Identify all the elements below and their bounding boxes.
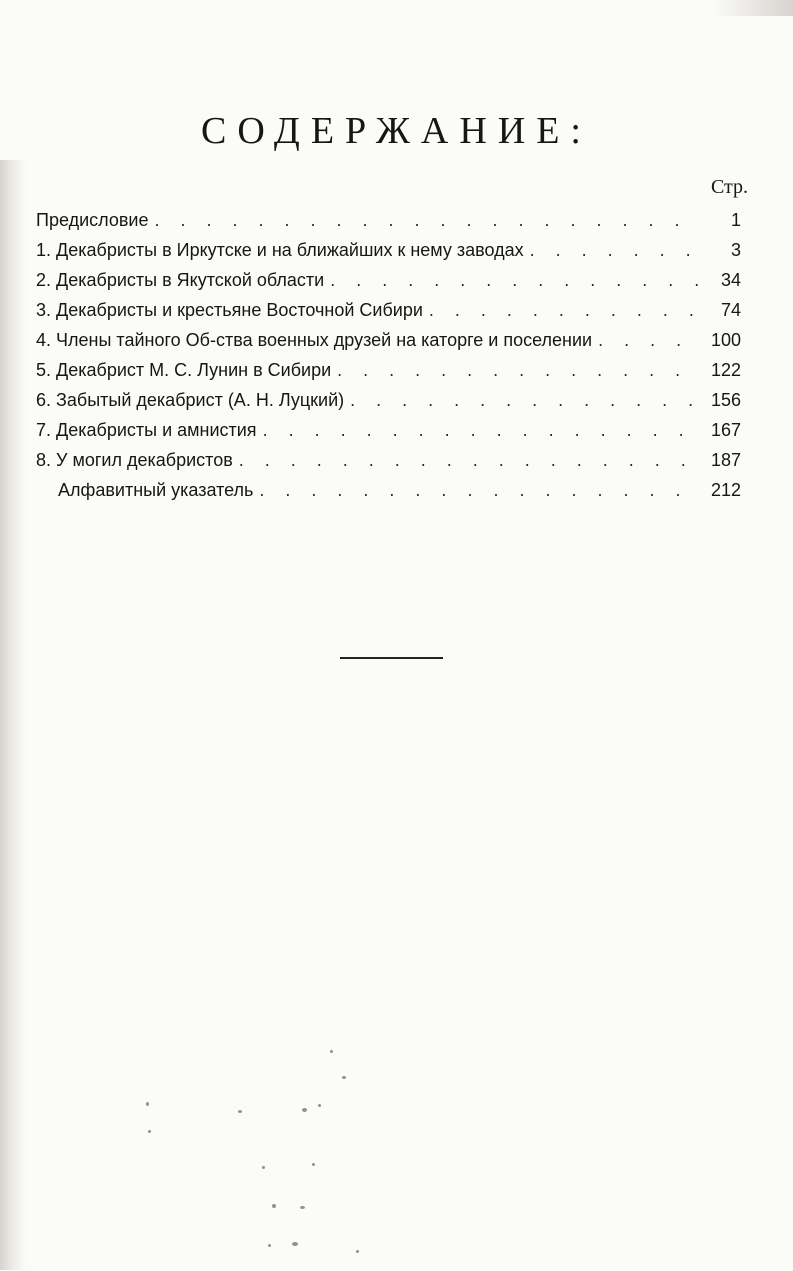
toc-entry-title: Декабристы в Якутской области — [56, 269, 325, 290]
scan-speck — [268, 1244, 271, 1247]
toc-entry-title: Члены тайного Об-ства военных друзей на каторге и поселении — [56, 329, 593, 350]
scan-speck — [312, 1163, 315, 1166]
dot-leader — [530, 240, 701, 261]
scan-speck — [330, 1050, 333, 1053]
toc-entry-number: 5. — [36, 359, 52, 380]
toc-entry-title: Предисловие — [36, 209, 149, 230]
toc-entry-title: Забытый декабрист (А. Н. Луцкий) — [56, 389, 345, 410]
toc-entry — [36, 205, 741, 235]
toc-entry-page: 3 — [730, 239, 741, 260]
scan-speck — [148, 1130, 151, 1133]
toc-entry — [36, 295, 741, 325]
dot-leader — [239, 450, 701, 471]
toc-entry-page: 212 — [710, 479, 741, 500]
page-title: СОДЕРЖАНИЕ: — [201, 110, 592, 152]
toc-entry-page: 100 — [710, 329, 741, 350]
toc-entry-number: 2. — [36, 269, 52, 290]
toc-entry-page: 122 — [710, 359, 741, 380]
scan-speck — [146, 1102, 149, 1106]
dot-leader — [330, 270, 701, 291]
scan-speck — [238, 1110, 242, 1113]
toc-entry — [36, 415, 741, 445]
dot-leader — [259, 480, 701, 501]
toc-entry-page: 156 — [710, 389, 741, 410]
toc-entry-number: 8. — [36, 449, 52, 470]
separator-rule — [340, 657, 443, 659]
toc-entry-title: Декабрист М. С. Лунин в Сибири — [56, 359, 332, 380]
toc-entry-page: 187 — [710, 449, 741, 470]
toc-entry-number: 6. — [36, 389, 52, 410]
toc-entry — [36, 235, 741, 265]
scan-speck — [300, 1206, 305, 1209]
dot-leader — [350, 390, 701, 411]
toc-entry-title: У могил декабристов — [56, 449, 233, 470]
page-column-header: Стр. — [710, 176, 748, 198]
toc-entry-number: 4. — [36, 329, 52, 350]
toc-entry-page: 1 — [730, 209, 741, 230]
dot-leader — [429, 300, 701, 321]
dot-leader — [598, 330, 701, 351]
dot-leader — [263, 420, 701, 441]
table-of-contents — [36, 205, 741, 505]
scan-speck — [262, 1166, 265, 1169]
page-edge-shadow — [0, 160, 26, 1270]
dot-leader — [337, 360, 701, 381]
toc-entry — [36, 265, 741, 295]
scan-speck — [272, 1204, 276, 1208]
scan-speck — [302, 1108, 307, 1112]
scan-speck — [318, 1104, 321, 1107]
toc-entry-number: 1. — [36, 239, 52, 260]
toc-entry-page: 74 — [720, 299, 741, 320]
toc-entry-title: Декабристы и амнистия — [56, 419, 257, 440]
toc-entry — [36, 445, 741, 475]
toc-entry-page: 167 — [710, 419, 741, 440]
toc-entry-number: 3. — [36, 299, 52, 320]
scan-speck — [342, 1076, 346, 1079]
dot-leader — [154, 210, 701, 231]
scan-speck — [292, 1242, 298, 1246]
toc-entry — [36, 385, 741, 415]
toc-entry-number: 7. — [36, 419, 52, 440]
toc-entry-title: Декабристы и крестьяне Восточной Сибири — [56, 299, 423, 320]
toc-entry — [36, 475, 741, 505]
toc-entry — [36, 325, 741, 355]
toc-entry — [36, 355, 741, 385]
toc-entry-title: Декабристы в Иркутске и на ближайших к нему заводах — [56, 239, 524, 260]
scan-speck — [356, 1250, 359, 1253]
corner-stain — [713, 0, 793, 16]
toc-entry-title: Алфавитный указатель — [58, 479, 254, 500]
toc-entry-page: 34 — [720, 269, 741, 290]
